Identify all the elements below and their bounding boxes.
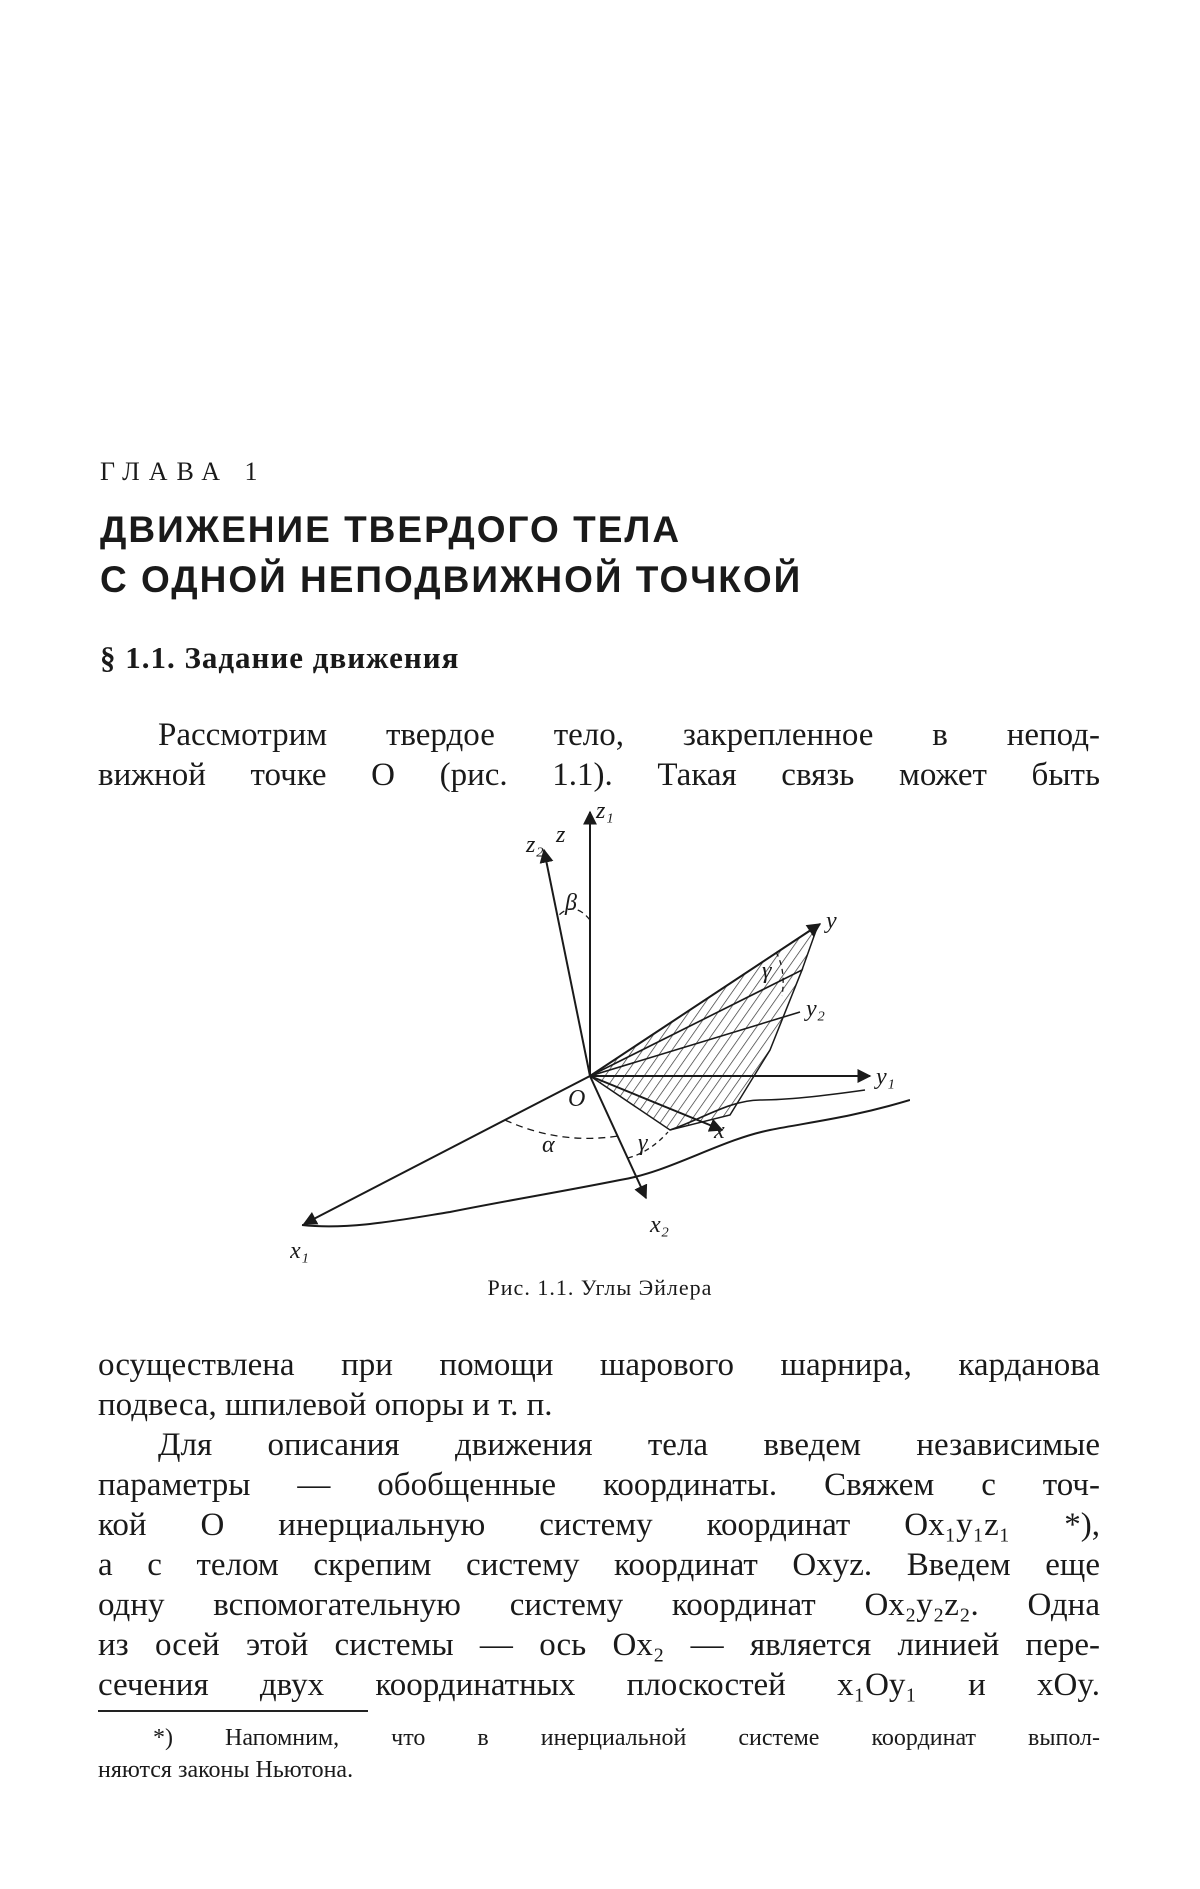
label-z: z [556, 822, 566, 848]
label-z2: z₂ [526, 832, 544, 858]
label-z1: z₁ [596, 800, 614, 824]
label-y: y [826, 908, 837, 934]
label-x1: x₁ [290, 1238, 309, 1264]
footnote [98, 1722, 1100, 1786]
chapter-title [100, 505, 1100, 605]
gamma-arc-bottom [628, 1132, 668, 1158]
surface-edge [302, 1100, 910, 1226]
label-y2: y₂ [806, 996, 825, 1022]
paragraph-line: из осей этой системы — ось Ox₂ — является линией пере- [98, 1627, 1100, 1663]
alpha-arc [505, 1120, 618, 1138]
paragraph-line: кой O инерциальную систему координат Ox₁y₁z₁ *), [98, 1507, 1100, 1543]
paragraph-line: осуществлена при помощи шарового шарнира, карданова [98, 1347, 1100, 1383]
label-alpha: α [542, 1132, 555, 1158]
footnote-line: няются законы Ньютона. [98, 1757, 354, 1783]
label-x: x [714, 1118, 725, 1144]
section-heading: § 1.1. Задание движения [100, 640, 460, 675]
paragraph-line: подвеса, шпилевой опоры и т. п. [98, 1387, 553, 1423]
label-gamma-bottom: γ [638, 1130, 648, 1156]
paragraph-coordinates [98, 1425, 1100, 1705]
footnote-divider [98, 1710, 368, 1712]
paragraph-line: вижной точке O (рис. 1.1). Такая связь может быть [98, 757, 1100, 793]
figure-caption: Рис. 1.1. Углы Эйлера [487, 1275, 713, 1300]
label-beta: β [565, 890, 577, 916]
label-origin: O [568, 1086, 586, 1112]
paragraph-continued [98, 1345, 1100, 1425]
euler-angles-figure [290, 800, 910, 1290]
paragraph-line: сечения двух координатных плоскостей x₁Oy₁ и xOy. [98, 1667, 1100, 1703]
body-plane-lower [590, 970, 802, 1130]
paragraph-line: Рассмотрим твердое тело, закрепленное в непод- [158, 717, 1100, 753]
chapter-label: ГЛАВА 1 [100, 457, 267, 486]
paragraph-intro [98, 715, 1100, 795]
paragraph-line: а с телом скрепим систему координат Oxyz. Введем еще [98, 1547, 1100, 1583]
footnote-line: *) Напомним, что в инерциальной системе координат выпол- [153, 1725, 1100, 1751]
chapter-title-line-1: ДВИЖЕНИЕ ТВЕРДОГО ТЕЛА [100, 509, 682, 550]
paragraph-line: параметры — обобщенные координаты. Свяжем с точ- [98, 1467, 1100, 1503]
euler-angles-diagram [290, 800, 910, 1290]
paragraph-line: Для описания движения тела введем независимые [158, 1427, 1100, 1463]
label-x2: x₂ [650, 1212, 669, 1238]
label-gamma-top: γ [762, 958, 772, 984]
paragraph-line: одну вспомогательную систему координат Ox₂y₂z₂. Одна [98, 1587, 1100, 1623]
label-y1: y₁ [876, 1064, 895, 1090]
z2-axis [544, 850, 590, 1076]
chapter-title-line-2: С ОДНОЙ НЕПОДВИЖНОЙ ТОЧКОЙ [100, 559, 803, 600]
